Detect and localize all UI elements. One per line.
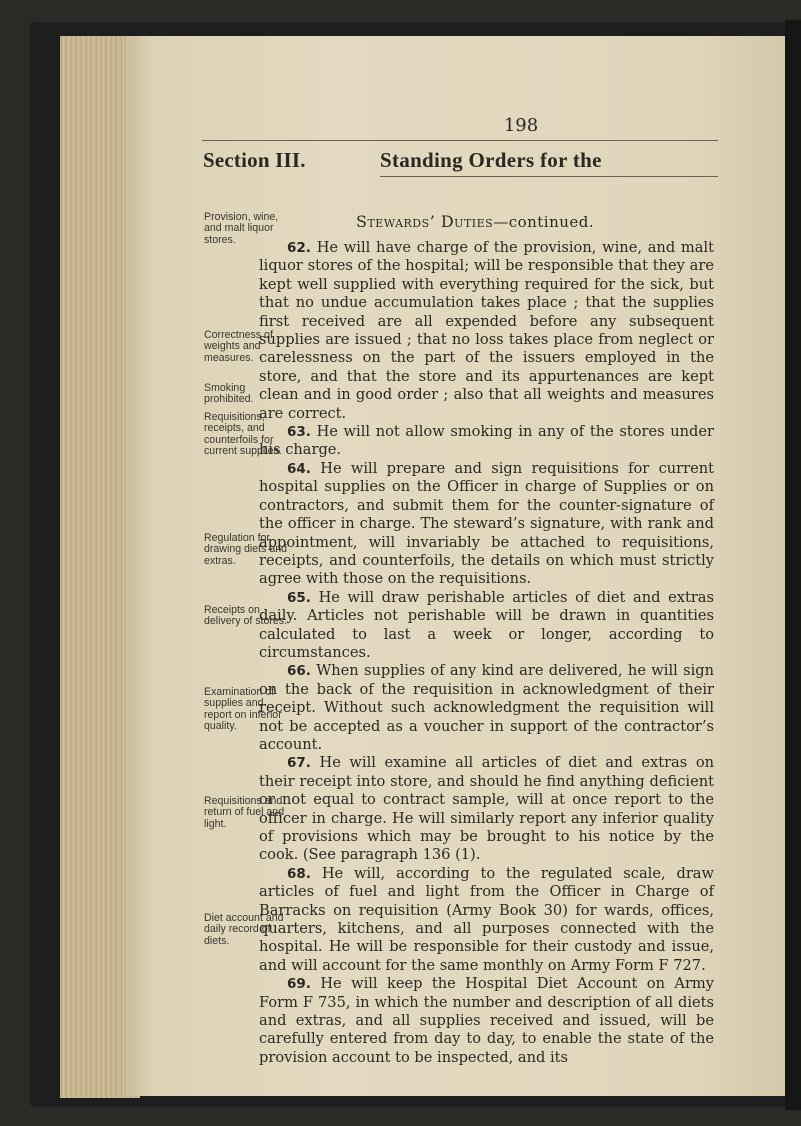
margin-note-diet: Diet account and daily record of diets. [204, 912, 284, 947]
book-page [126, 36, 785, 1096]
paragraph-62 [259, 239, 714, 423]
paragraph-68 [259, 865, 714, 975]
paragraph-64 [259, 460, 714, 589]
paragraph-number: 62. [287, 240, 311, 256]
margin-note-regulation: Regulation for drawing diets and extras. [204, 532, 288, 567]
paragraph-65 [259, 589, 714, 663]
running-title: Standing Orders for the [380, 148, 602, 172]
paragraph-67 [259, 754, 714, 864]
paragraph-text: He will draw perishable articles of diet and extras daily. Articles not perishable will be drawn in quantities calculated to last a week or longer, according to circumstances. [259, 588, 715, 661]
body-text [259, 239, 714, 1067]
subheading-suffix: —continued. [493, 213, 595, 231]
page-number: 198 [503, 115, 539, 136]
paragraph-text: He will have charge of the provision, wine, and malt liquor stores of the hospital; will be responsible that they are kept well supplied with everything required for the sick, but that no undue accumulation takes place ; that the supplies first received are all expended before any subsequent supplies are issued ; that no loss takes place from neglect or carelessness on the part of the issuers employed in the store, and that the store and its appurtenances are kept clean and in good order ; also that all weights and measures are correct. [259, 239, 715, 422]
paragraph-text: He will prepare and sign requisitions for current hospital supplies on the Officer in charge of Supplies or on contractors, and submit them for the counter-signature of the officer in charge. The steward’s signature, with rank and appointment, will invariably be attached to requisitions, receipts, and counterfoils, the details on which must strictly agree with those on the requisitions. [259, 459, 714, 588]
section-label: Section III. [203, 148, 306, 172]
paragraph-number: 68. [287, 865, 311, 882]
paragraph-text: He will keep the Hospital Diet Account on Army Form F 735, in which the number and description of all diets and extras, and all supplies received and issued, will be carefully entered from day to day, to enable the state of the provision account to be inspected, and its [259, 975, 714, 1066]
paragraph-number: 69. [287, 976, 311, 993]
subheading-caps: Stewards’ Duties [356, 212, 494, 231]
margin-note-receipts: Receipts on delivery of stores. [204, 604, 288, 628]
margin-note-weights: Correctness of weights and measures. [204, 329, 273, 364]
margin-note-fuel: Requisitions and return of fuel and light. [204, 795, 285, 830]
margin-note-provision: Provision, wine, and malt liquor stores. [204, 211, 279, 246]
paragraph-text: He will, according to the regulated scale, draw articles of fuel and light from the Officer in Charge of Barracks on requisition (Army Book 30) for wards, offices, quarters, kitchens, and all purposes connected with the hospital. He will be responsible for their custody and issue, and will account for the same monthly on Army Form F 727. [259, 864, 714, 974]
paragraph-text: He will examine all articles of diet and extras on their receipt into store, and should he find anything deficient or not equal to contract sample, will at once report to the officer in charge. He will similarly report any inferior quality of provisions which may be brought to his notice by the cook. (See paragraph 136 (1). [259, 754, 715, 864]
subheading [356, 212, 594, 231]
paragraph-number: 63. [287, 424, 311, 441]
title-rule [380, 176, 718, 177]
paragraph-69 [259, 975, 714, 1067]
margin-note-examination: Examination of supplies and report on inferior quality. [204, 686, 282, 733]
margin-note-requisitions: Requisitions, receipts, and counterfoils for current supplies. [204, 411, 282, 458]
paragraph-66 [259, 662, 714, 754]
paragraph-number: 67. [287, 755, 311, 772]
paragraph-number: 66. [287, 663, 311, 680]
paragraph-text: He will not allow smoking in any of the stores under his charge. [259, 423, 715, 459]
paragraph-number: 64. [287, 460, 311, 477]
binding-edge [785, 20, 801, 1110]
paragraph-number: 65. [287, 589, 311, 606]
paragraph-text: When supplies of any kind are delivered, he will sign on the back of the requisition in acknowledgment of their receipt. Without such acknowledgment the requisition will not be accepted as a voucher in support of the contractor’s account. [259, 662, 715, 753]
header-rule [202, 140, 718, 141]
paragraph-63 [259, 423, 714, 460]
margin-note-smoking: Smoking prohibited. [204, 382, 254, 406]
